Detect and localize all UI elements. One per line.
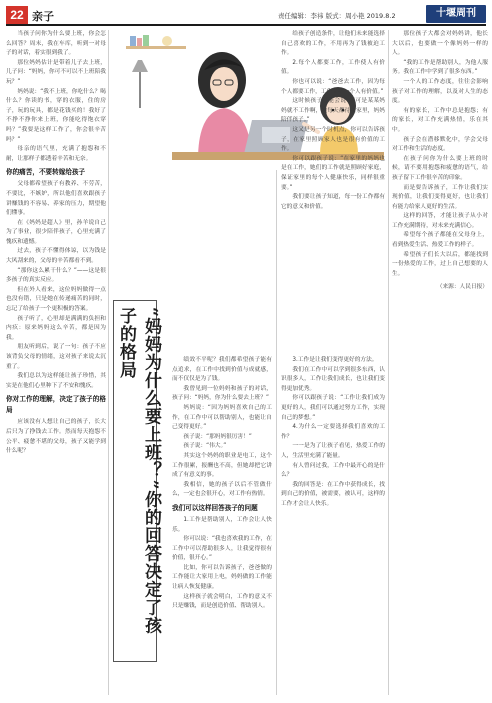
paragraph: 这样的回答，才能让孩子从小对工作充满期待，对未来充满信心。 [392,213,488,229]
paragraph: 你可以跟孩子说：“在家里的妈妈也是在工作，她们的工作就是照顾好家庭，保证家里的每个人健康快乐，同样很重要。” [281,155,385,191]
article-column-3 [281,30,385,356]
section-name: 亲子 [32,10,54,23]
paragraph: 朋友听到后，说了一句：孩子不应该背负父母的情绪，这对孩子来说太沉重了。 [6,344,106,370]
paragraph: 1.工作是帮助别人，工作会让人快乐。 [172,516,272,533]
paragraph: 应该没有人想让自己的孩子，长大后只为了挣钱去工作。然而每天抱怨不公平、疲惫不堪的父母，孩子又能学到什么呢？ [6,419,106,455]
article-column-1 [6,30,106,695]
article-column-4 [392,30,488,695]
paragraph: 但在外人看来，这位妈妈做得一点也没有错，只是她在传递痛苦的同时，忘记了给孩子一个更积极的答案。 [6,286,106,313]
paragraph: 妈妈说：“因为妈妈喜欢自己的工作，在工作中可以帮助别人，也能让自己变得更好。” [172,404,272,431]
paragraph: 这又是另一个时机点，你可以告诉孩子，在家里照顾家人也是很有价值的工作。 [281,126,385,153]
paragraph: “那你这么累干什么？”——这是很多孩子的真实反应。 [6,267,106,284]
page-number: 22 [6,6,28,24]
paragraph: 一一是为了让孩子看见，热爱工作的人，生活里充满了能量。 [281,443,385,459]
paragraph: 希望孩子们长大以后，都能找到一份热爱的工作，过上自己想要的人生。 [392,251,488,277]
paragraph: 有人曾问过我，工作中最开心的是什么？ [281,462,385,479]
paragraph: 这样孩子就会明白，工作的意义不只是赚钱，而是创造价值、帮助别人。 [172,593,272,610]
paragraph: 我们在工作中可以学到很多东西，认识很多人，工作让我们成长，也让我们变得更加优秀。 [281,366,385,392]
column-divider [108,30,109,695]
paragraph: 给孩子创造条件，让他们未来能选择自己喜欢的工作，不用再为了钱被迫工作。 [281,31,385,57]
paragraph: 那位孩子大都会对妈妈讲，他长大以后，也要做一个像妈妈一样的人。 [392,31,488,57]
paragraph: 比如，你可以告诉孩子，爸爸做的工作能让大家用上电，妈妈做的工作能让病人恢复健康。 [172,564,272,591]
paragraph: 这时候孩子可能会说：“可是某某妈妈就不工作啊，她每天都待在家里，妈妈陪伴孩子。” [281,98,385,124]
paragraph: 我相信，她的孩子以后不管做什么，一定也会很开心，对工作有热情。 [172,481,272,498]
newspaper-logo: 十堰周刊 [426,5,486,23]
paragraph: 你可以说：“我也喜欢我的工作，在工作中可以帮助很多人，让我觉得很有价值，很开心。” [172,536,272,562]
article-title-text: “妈妈为什么要上班？”你的回答决定了孩子的格局 [116,307,161,635]
paragraph: 我的回答是：在工作中获得成长，找到自己的价值，被需要，被认可，这样的工作才会让人快乐。 [281,481,385,507]
paragraph: 孩子说：“那妈妈很厉害！” [183,433,252,440]
paragraph: 4.为什么一定要选择我们喜欢的工作？ [281,424,385,440]
paragraph: 绩效不平呢？我们都希望孩子能有点追求，在工作中找到价值与成就感，而不仅仅是为了钱。 [172,357,272,383]
paragraph: 在孩子问你为什么要上班的时候，请不要用抱怨和疲惫的语气，给孩子留下工作很辛苦的印象。 [392,155,488,181]
paragraph: 父母都希望孩子有教养、不劳苦，不要比，不嫉妒，所以他们喜欢跟孩子讲赚钱的不容易、养家的压力，期望他们懂事。 [6,181,106,217]
paragraph: 2.每个人都要工作，工作使人有价值。 [281,59,385,76]
paragraph: 母亲的语气里，充满了抱怨和不耐，让那样子都透着辛苦和无奈。 [6,146,106,162]
paragraph: 3.工作是让我们变得更好的方法。 [292,357,378,363]
subheading: 我们可以这样回答孩子的问题 [172,503,258,512]
article-source: （来源：人民日报） [436,284,488,291]
paragraph: 孩子说：“伟大。” [183,443,227,450]
paragraph: 我们要让孩子知道，每一份工作都有它的意义和价值。 [281,194,385,210]
paragraph: 我曾见到一位妈妈和孩子的对话，孩子问：“妈妈，你为什么要去上班？” [172,385,272,402]
editor-credits: 责任编辑：李祎 版式：周小艳 2019.8.2 [278,12,396,20]
paragraph: 其实这个妈妈的职业是电工，这个工作很累，报酬也不高，但她却把它讲成了有意义的事。 [172,452,272,479]
column-divider [276,170,277,695]
paragraph: 孩子会在潜移默化中，学会父母对工作和生活的态度。 [392,136,488,153]
paragraph: 希望每个孩子都能在父母身上，看到热爱生活、热爱工作的样子。 [392,232,488,249]
paragraph: 当孩子问你为什么要上班，你会怎么回答？周末，我在车库，听到一对母子的对话，着实很到我了。 [6,31,106,57]
page-header [6,4,486,26]
subheading: 你对工作的理解，决定了孩子的格局 [6,395,106,415]
subheading: 你的痛苦，不要转嫁给孩子 [6,168,86,177]
paragraph: “我的工作是帮助别人，为他人服务。我在工作中学到了很多东西。” [392,59,488,76]
paragraph: 妈妈说：“我不上班，你吃什么？喝什么？你读的书，穿的衣服，住的房子，玩的玩具，都是花钱买的！我好了不挣不挣你来上班，你能吃得饱衣穿吗？”我要是这样工作了，你会很辛苦吗？” [6,88,106,143]
paragraph: 一个人的工作态度，往往会影响孩子对工作的理解，以及对人生的态度。 [392,78,488,105]
paragraph: 你也可以说：“爸爸去工作，因为每个人都要工作，工作会使一个人有价值。” [281,78,385,95]
paragraph: 而是要告诉孩子，工作让我们实现价值，让我们变得更好，也让我们有能力给家人更好的生活。 [392,184,488,210]
article-column-2 [172,356,272,695]
paragraph: 在《妈妈是超人》里，孙羊说自己为了事业，很少陪伴孩子，心里充满了愧疚和遗憾。 [6,219,106,245]
paragraph: 那位妈妈估计是带着儿子去上班，儿子问：“妈妈，你可不可以不上班陪我玩？” [6,59,106,85]
article-title [113,300,161,662]
paragraph: 有的家长，工作中总是抱怨；有的家长，对工作充满热情，乐在其中。 [392,107,488,133]
paragraph: 你可以跟孩子说：“工作让我们成为更好的人，我们可以通过努力工作，实现自己的梦想。” [281,395,385,421]
paragraph: 孩子听了，心里却是满满的负担和内疚：原来妈妈这么辛苦，都是因为我。 [6,315,106,341]
paragraph: 我们总以为这样能让孩子珍惜，其实是在他们心里种下了不安和愧疚。 [6,373,106,389]
article-column-3-lower [281,356,385,695]
column-divider [388,30,389,695]
paragraph: 过去，孩子不懂得体谅，以为钱是大风刮来的，父母的辛苦都看不到。 [6,248,106,265]
